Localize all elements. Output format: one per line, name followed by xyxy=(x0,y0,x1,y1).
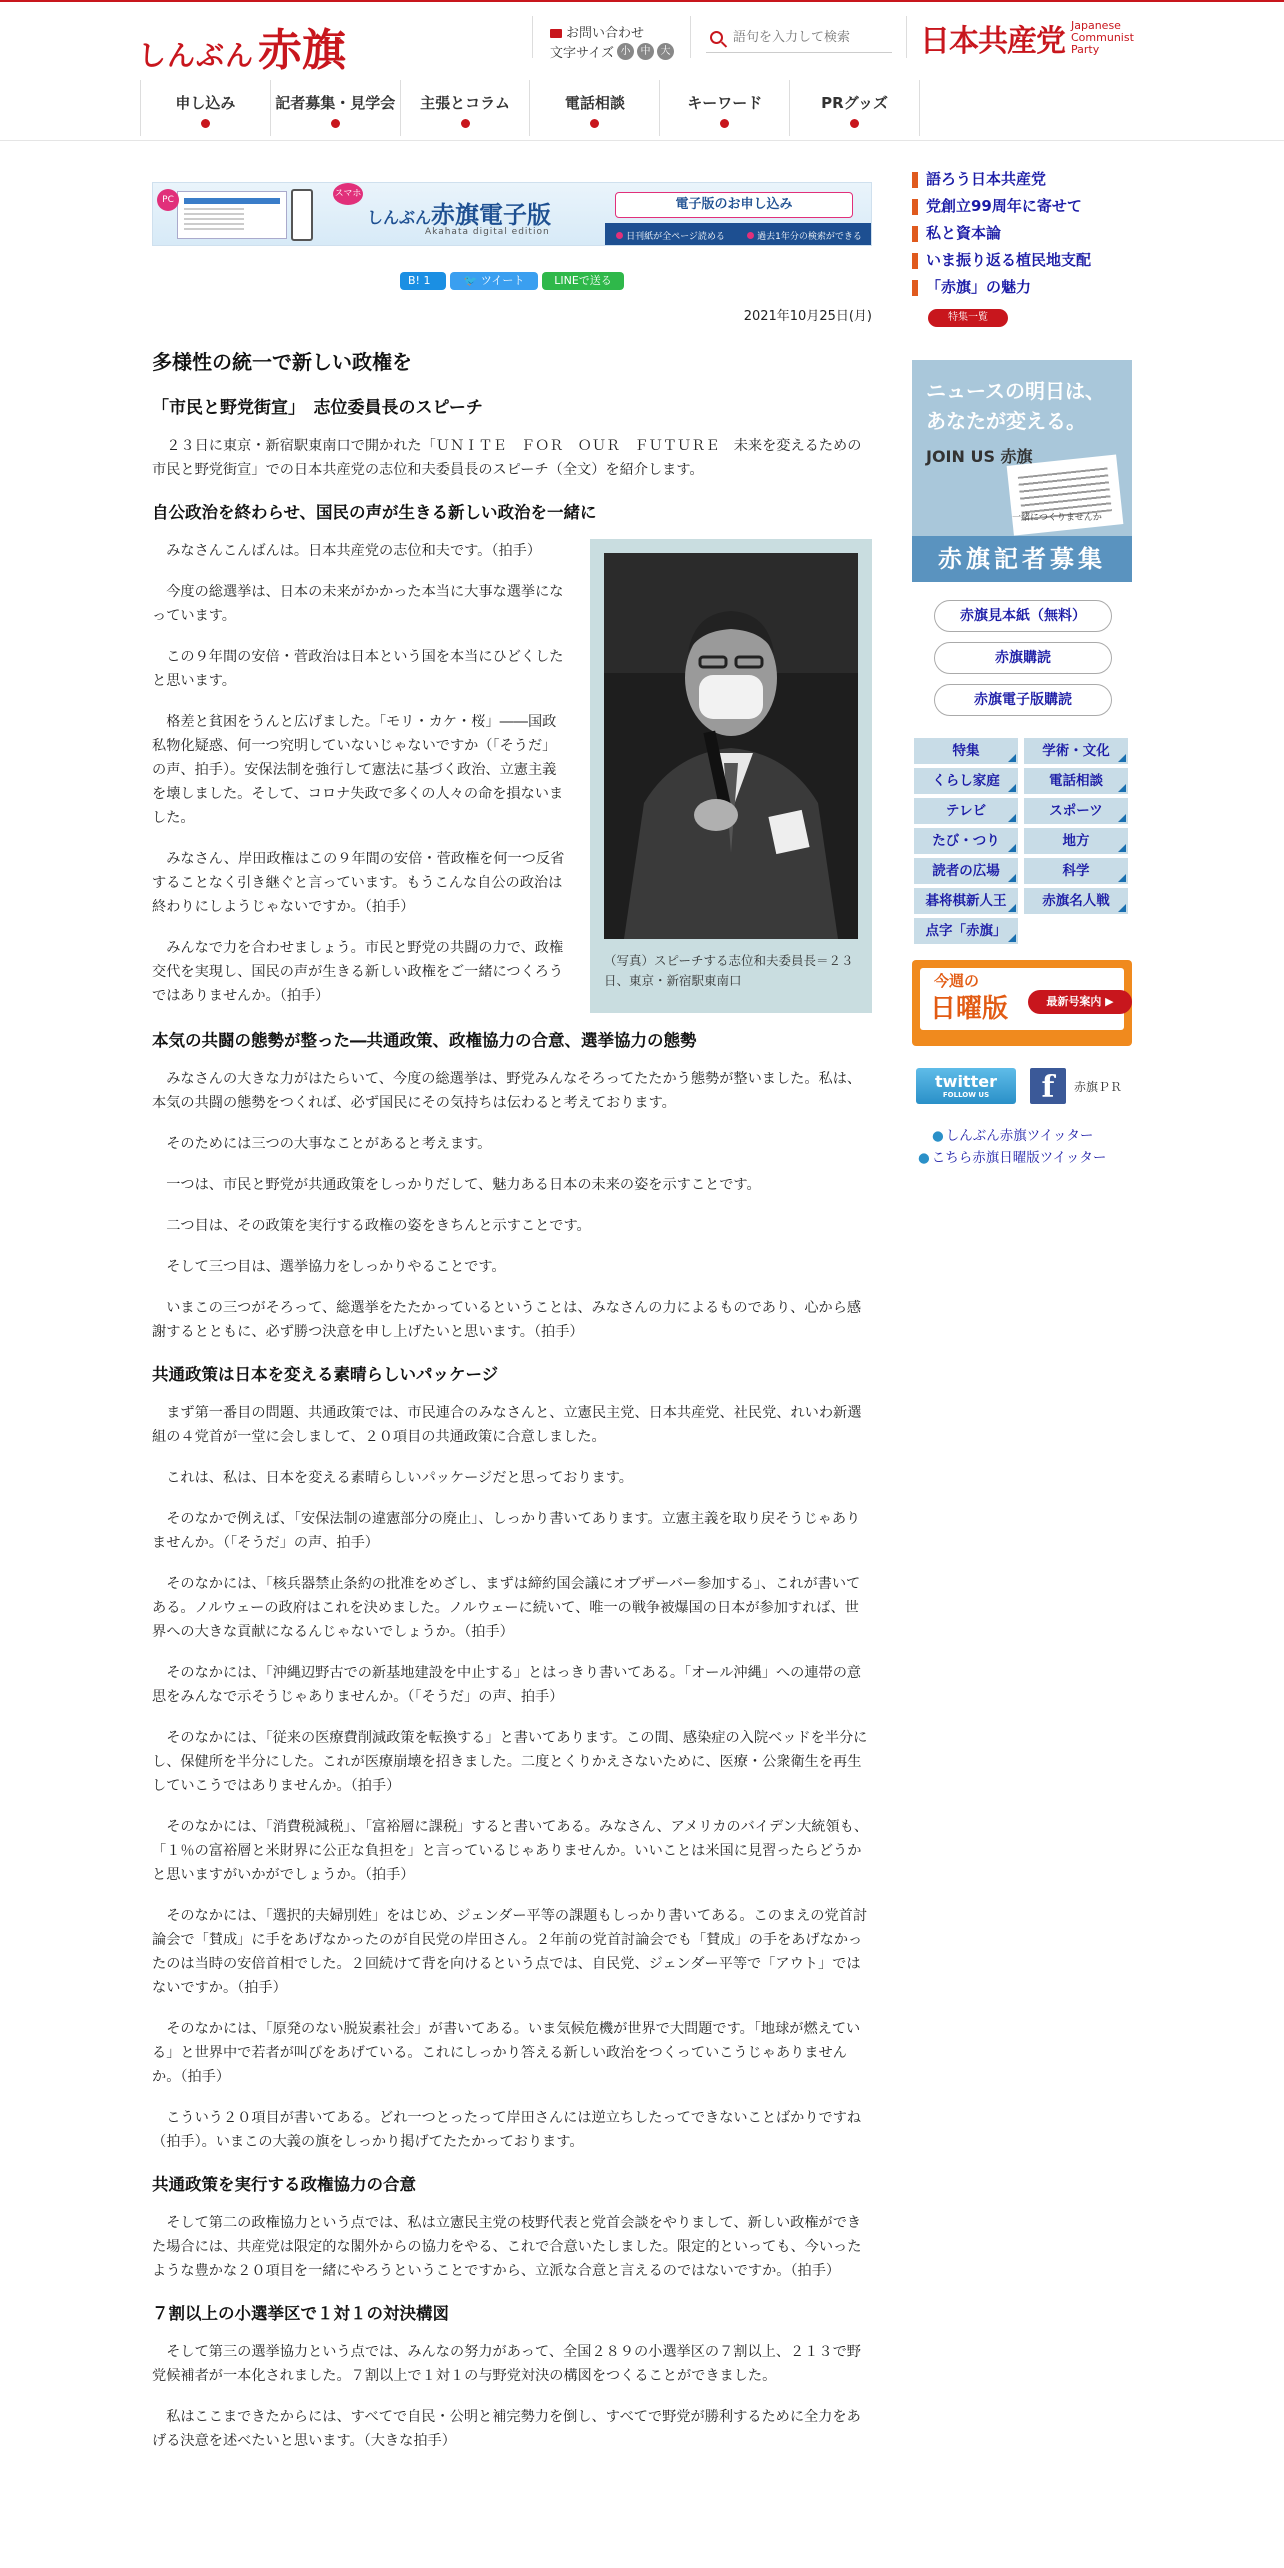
akahata-twitter-link[interactable]: ● しんぶん赤旗ツイッター xyxy=(932,1124,1093,1144)
nav-pr-goods[interactable]: PRグッズ xyxy=(790,80,920,136)
special-list-button[interactable]: 特集一覧 xyxy=(928,309,1008,327)
chevron-down-icon xyxy=(201,119,210,128)
paragraph: 今度の総選挙は、日本の未来がかかった本当に大事な選挙になっています。 xyxy=(152,584,564,624)
sidebar-link[interactable]: 党創立99周年に寄せて xyxy=(912,193,1132,220)
header-divider xyxy=(690,16,691,58)
reporter-recruit-banner[interactable] xyxy=(912,360,1132,582)
hatena-bookmark-button[interactable]: B! 1 xyxy=(400,272,446,290)
line-share-button[interactable]: LINEで送る xyxy=(542,272,624,290)
nav-reporter-recruit[interactable]: 記者募集・見学会 xyxy=(271,80,401,136)
chevron-down-icon xyxy=(590,119,599,128)
sidebar-link[interactable]: 「赤旗」の魅力 xyxy=(912,274,1132,301)
category-link[interactable]: 電話相談 xyxy=(1024,768,1128,794)
sidebar-link[interactable]: 語ろう日本共産党 xyxy=(912,166,1132,193)
font-size-large-button[interactable]: 大 xyxy=(657,43,674,60)
sidebar-link[interactable]: いま振り返る植民地支配 xyxy=(912,247,1132,274)
sidebar-special-links xyxy=(912,166,1132,327)
section-heading: 本気の共闘の態勢が整った―共通政策、政権協力の合意、選挙協力の態勢 xyxy=(152,1031,697,1050)
smartphone-badge: スマホ xyxy=(333,183,363,205)
sunday-inner xyxy=(920,968,1124,1030)
photo-caption: （写真）スピーチする志位和夫委員長＝２３日、東京・新宿駅東南口 xyxy=(604,953,854,988)
jcp-logo-jp: 日本共産党 xyxy=(920,24,1065,59)
category-link[interactable]: テレビ xyxy=(914,798,1018,824)
paragraph: そのなかで例えば、「安保法制の違憲部分の廃止」、しっかり書いてあります。立憲主義を取り戻そうじゃありませんか。（「そうだ」の声、拍手） xyxy=(152,1511,861,1551)
speech-photo xyxy=(604,553,858,939)
jcp-logo-en: Japanese Communist Party xyxy=(1071,19,1134,56)
category-link[interactable]: 学術・文化 xyxy=(1024,738,1128,764)
category-link[interactable]: 地方 xyxy=(1024,828,1128,854)
latest-issue-button[interactable]: 最新号案内 ▶ xyxy=(1028,990,1132,1014)
contact-link[interactable] xyxy=(550,22,644,41)
nav-keyword[interactable]: キーワード xyxy=(660,80,790,136)
paragraph: そのなかには、「核兵器禁止条約の批准をめざし、まずは締約国会議にオブザーバー参加する」、これが書いてある。ノルウェーの政府はこれを決めました。ノルウェーに続いて、唯一の戦争被爆国の日本が参加すれば、世界への大きな貢献になるんじゃないでしょうか。（拍手） xyxy=(152,1576,861,1640)
paragraph: これは、私は、日本を変える素晴らしいパッケージだと思っております。 xyxy=(166,1470,633,1486)
banner-title: しんぶん赤旗電子版 xyxy=(367,201,552,229)
section-heading: 共通政策を実行する政権協力の合意 xyxy=(152,2175,416,2194)
main-nav xyxy=(140,80,920,136)
site-header xyxy=(0,2,1284,76)
paragraph: 一つは、市民と野党が共通政策をしっかりだして、魅力ある日本の未来の姿を示すことです。 xyxy=(166,1177,761,1193)
chevron-down-icon xyxy=(461,119,470,128)
paragraph: 二つ目は、その政策を実行する政権の姿をきちんと示すことです。 xyxy=(166,1218,591,1234)
nav-editorials[interactable]: 主張とコラム xyxy=(401,80,531,136)
chevron-down-icon xyxy=(720,119,729,128)
sunday-edition-banner[interactable] xyxy=(912,960,1132,1046)
paragraph: みなさん、岸田政権はこの９年間の安倍・菅政権を何一つ反省することなく引き継ぐと言っています。もうこんな自公の政治は終わりにしようじゃないですか。（拍手） xyxy=(152,851,565,915)
paragraph: そのなかには、「原発のない脱炭素社会」が書いてある。いま気候危機が世界で大問題です。「地球が燃えている」と世界中で若者が叫びをあげている。これにしっかり答える新しい政治をつくっていこうじゃありませんか。（拍手） xyxy=(152,2021,861,2085)
sunday-big-text: 日曜版 xyxy=(930,994,1009,1024)
mail-icon xyxy=(550,29,562,38)
newspaper-icon xyxy=(1007,454,1124,535)
recruit-note: 一緒につくりませんか xyxy=(1012,513,1102,523)
paragraph: 格差と貧困をうんと広げました。「モリ・カケ・桜」――国政私物化疑惑、何一つ究明していないじゃないですか（「そうだ」の声、拍手）。安保法制を強行して憲法に基づく政治、立憲主義を壊しました。そして、コロナ失政で多くの人々の命を損ないました。 xyxy=(152,714,564,826)
pc-badge: PC xyxy=(157,189,179,211)
chevron-down-icon xyxy=(331,119,340,128)
pc-screen-icon xyxy=(177,191,287,239)
section-heading: 共通政策は日本を変える素晴らしいパッケージ xyxy=(152,1365,499,1384)
search-box xyxy=(706,22,892,53)
section-heading: ７割以上の小選挙区で１対１の対決構図 xyxy=(152,2304,449,2323)
category-link[interactable]: 特集 xyxy=(914,738,1018,764)
paragraph: いまこの三つがそろって、総選挙をたたかっているということは、みなさんの力によるものであり、心から感謝するとともに、必ず勝つ決意を申し上げたいと思います。（拍手） xyxy=(152,1300,862,1340)
banner-feature: 過去1年分の検索ができる xyxy=(747,229,862,242)
facebook-label[interactable]: 赤旗ＰＲ xyxy=(1074,1080,1123,1094)
recruit-headline: ニュースの明日は、 あなたが変える。 xyxy=(926,379,1105,433)
bird-icon: 🐦 xyxy=(463,274,478,287)
twitter-follow-button[interactable] xyxy=(916,1068,1016,1104)
paragraph: そのなかには、「消費税減税」、「富裕層に課税」すると書いてある。みなさん、アメリカのバイデン大統領も、「１％の富裕層と米財界に公正な負担を」と言っているじゃありませんか。いいことは米国に見習ったらどうかと思いますがいかがでしょうか。（拍手） xyxy=(152,1819,869,1883)
sunday-twitter-link[interactable]: ● こちら赤旗日曜版ツイッター xyxy=(918,1146,1106,1166)
paragraph: みなさんこんばんは。日本共産党の志位和夫です。（拍手） xyxy=(166,543,542,559)
paragraph: みんなで力を合わせましょう。市民と野党の共闘の力で、政権交代を実現し、国民の声が生きる新しい政権をご一緒につくろうではありませんか。（拍手） xyxy=(152,940,564,1004)
paragraph: この９年間の安倍・菅政治は日本という国を本当にひどくしたと思います。 xyxy=(152,649,564,689)
search-input[interactable] xyxy=(731,29,885,46)
font-size-control xyxy=(550,42,674,61)
font-size-medium-button[interactable]: 中 xyxy=(637,43,654,60)
category-link[interactable]: たび・つり xyxy=(914,828,1018,854)
paragraph: まず第一番目の問題、共通政策では、市民連合のみなさんと、立憲民主党、日本共産党、社民党、れいわ新選組の４党首が一堂に会しまして、２０項目の共通政策に合意しました。 xyxy=(152,1405,862,1445)
contact-label: お問い合わせ xyxy=(566,26,645,41)
article xyxy=(152,340,872,2470)
twitter-label: twitter xyxy=(935,1072,997,1091)
subscribe-button[interactable]: 赤旗購読 xyxy=(934,642,1112,674)
category-grid xyxy=(914,738,1130,944)
font-size-label: 文字サイズ xyxy=(550,46,614,61)
tweet-button[interactable]: 🐦 ツイート xyxy=(450,272,538,290)
paragraph: そのなかには、「選択的夫婦別姓」をはじめ、ジェンダー平等の課題もしっかり書いてある。このまえの党首討論会で「賛成」に手をあげなかったのが自民党の岸田さん。２年前の党首討論会でも「賛成」の手をあげなかったのは当時の安倍首相でした。２回続けて背を向けるという点では、自民党、ジェンダー平等で「アウト」ではないですか。（拍手） xyxy=(152,1908,868,1996)
paragraph: そのなかには、「従来の医療費削減政策を転換する」と書いてあります。この間、感染症の入院ベッドを半分にし、保健所を半分にした。これが医療崩壊を招きました。二度とくりかえさないために、医療・公衆衛生を再生していこうではありませんか。（拍手） xyxy=(152,1730,868,1794)
banner-subtitle: Akahata digital edition xyxy=(425,227,550,237)
category-link[interactable]: 点字「赤旗」 xyxy=(914,918,1018,944)
nav-divider xyxy=(0,140,1284,141)
category-link[interactable]: 碁将棋新人王 xyxy=(914,888,1018,914)
chevron-down-icon xyxy=(850,119,859,128)
header-divider xyxy=(532,16,533,58)
nav-apply[interactable]: 申し込み xyxy=(140,80,271,136)
paragraph: そして三つ目は、選挙協力をしっかりやることです。 xyxy=(166,1259,506,1275)
header-divider xyxy=(906,16,907,58)
article-lead: ２３日に東京・新宿駅東南口で開かれた「ＵＮＩＴＥ ＦＯＲ ＯＵＲ ＦＵＴＵＲＥ 未来を変えるための市民と野党街宣」での日本共産党の志位和夫委員長のスピーチ（全文）を紹介します。 xyxy=(152,438,862,478)
banner-features xyxy=(605,223,872,246)
logo-small-text: しんぶん xyxy=(138,39,255,72)
category-link[interactable]: くらし家庭 xyxy=(914,768,1018,794)
banner-feature: 日刊紙が全ページ読める xyxy=(616,229,725,242)
paragraph: そして第三の選挙協力という点では、みんなの努力があって、全国２８９の小選挙区の７割以上、２１３で野党候補者が一本化されました。７割以上で１対１の与野党対決の構図をつくることができました。 xyxy=(152,2344,861,2384)
paragraph: みなさんの大きな力がはたらいて、今度の総選挙は、野党みんなそろってたたかう態勢が整いました。私は、本気の共闘の態勢をつくれば、必ず国民にその気持ちは伝わると考えております。 xyxy=(152,1071,862,1111)
sunday-small-text: 今週の xyxy=(934,972,980,990)
jcp-logo[interactable] xyxy=(920,16,1134,60)
category-link[interactable]: 読者の広場 xyxy=(914,858,1018,884)
paragraph: こういう２０項目が書いてある。どれ一つとったって岸田さんには逆立ちしたってできないことばかりですね（拍手）。いまこの大義の旗をしっかり掲げてたたかっております。 xyxy=(152,2110,862,2150)
nav-phone-consult[interactable]: 電話相談 xyxy=(530,80,660,136)
article-date: 2021年10月25日(月) xyxy=(743,309,872,324)
sidebar-link[interactable]: 私と資本論 xyxy=(912,220,1132,247)
recruit-join: JOIN US 赤旗 xyxy=(926,447,1033,466)
digital-subscribe-button[interactable]: 赤旗電子版購読 xyxy=(934,684,1112,716)
twitter-follow-text: FOLLOW US xyxy=(942,1091,990,1099)
font-size-small-button[interactable]: 小 xyxy=(617,43,634,60)
digital-apply-button[interactable]: 電子版のお申し込み xyxy=(615,192,853,218)
paragraph: そのためには三つの大事なことがあると考えます。 xyxy=(166,1136,492,1152)
search-icon[interactable] xyxy=(710,31,723,44)
paragraph: そのなかには、「沖縄辺野古での新基地建設を中止する」とはっきり書いてある。「オール沖縄」への連帯の意思をみんなで示そうじゃありませんか。（「そうだ」の声、拍手） xyxy=(152,1665,862,1705)
article-photo[interactable] xyxy=(590,539,872,1013)
paragraph: そして第二の政権協力という点では、私は立憲民主党の枝野代表と党首会談をやりまして、新しい政権ができた場合には、共産党は限定的な閣外からの協力をやる、これで合意いたしました。限定的といっても、今いったような豊かな２０項目を一緒にやろうということですから、立派な合意と言えるのではないですか。（拍手） xyxy=(152,2215,862,2279)
section-heading: 自公政治を終わらせ、国民の声が生きる新しい政治を一緒に xyxy=(152,503,597,522)
smartphone-icon xyxy=(291,189,313,241)
article-title: 多様性の統一で新しい政権を xyxy=(152,350,412,374)
article-subtitle: 「市民と野党街宣」 志位委員長のスピーチ xyxy=(152,398,483,418)
share-buttons xyxy=(400,272,624,290)
paragraph: 私はここまできたからには、すべてで自民・公明と補完勢力を倒し、すべてで野党が勝利するために全力をあげる決意を述べたいと思います。（大きな拍手） xyxy=(152,2409,861,2449)
akahata-logo[interactable] xyxy=(138,14,347,76)
category-link[interactable]: スポーツ xyxy=(1024,798,1128,824)
facebook-icon[interactable]: f xyxy=(1030,1068,1066,1104)
logo-big-text: 赤旗 xyxy=(258,25,347,76)
sample-paper-button[interactable]: 赤旗見本紙（無料） xyxy=(934,600,1112,632)
recruit-band: 赤旗記者募集 xyxy=(912,536,1132,582)
category-link[interactable]: 科学 xyxy=(1024,858,1128,884)
category-link[interactable]: 赤旗名人戦 xyxy=(1024,888,1128,914)
digital-edition-banner[interactable] xyxy=(152,182,872,246)
